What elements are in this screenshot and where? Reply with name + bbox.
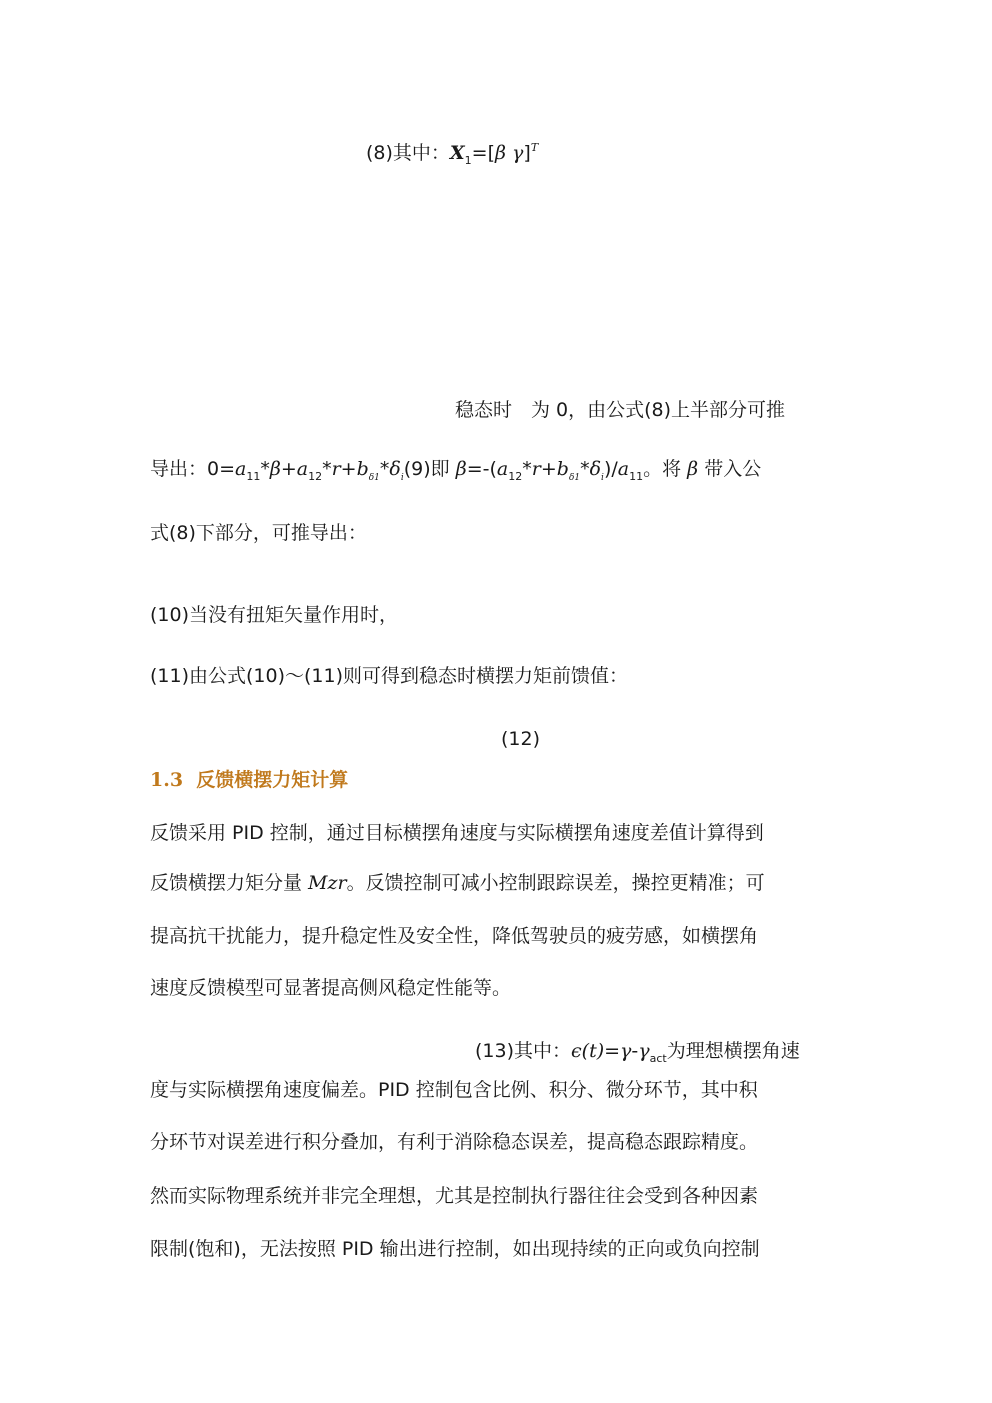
p3-line2: 度与实际横摆角速度偏差。PID 控制包含比例、积分、微分环节，其中积 bbox=[150, 1079, 758, 1101]
sym-b: b bbox=[556, 458, 569, 480]
p3-minus: - bbox=[631, 1040, 639, 1062]
sub-12: 12 bbox=[308, 470, 323, 483]
sub-delta1: δ1 bbox=[368, 473, 380, 483]
p3-eq: = bbox=[604, 1040, 621, 1062]
sym-star: * bbox=[580, 458, 590, 480]
sym-delta: δ bbox=[589, 458, 602, 480]
p3-line1-b: 为理想横摆角速 bbox=[666, 1040, 800, 1062]
sym-star: * bbox=[379, 458, 390, 480]
section-number: 1.3 bbox=[150, 769, 184, 791]
sym-star: * bbox=[522, 458, 532, 480]
sub-delta1: δ1 bbox=[568, 473, 581, 483]
eq8-sup: T bbox=[530, 141, 539, 154]
sym-plus: + bbox=[340, 458, 357, 480]
sym-plus: + bbox=[280, 458, 297, 480]
equation-8-label: (8)其中： bbox=[366, 142, 450, 164]
p1-line2-prefix: 导出：0= bbox=[150, 458, 236, 480]
eq8-close: ] bbox=[523, 142, 531, 164]
sym-a: a bbox=[617, 458, 630, 480]
p3-act: act bbox=[649, 1052, 667, 1065]
p2-line2-b: 。反馈控制可减小控制跟踪误差，操控更精准；可 bbox=[346, 872, 765, 894]
text-tail: 带入公 bbox=[704, 458, 762, 480]
sub-11: 11 bbox=[246, 470, 261, 483]
p2-line2 bbox=[150, 871, 765, 895]
sym-b: b bbox=[356, 458, 369, 480]
p3-gamma2: γ bbox=[638, 1040, 650, 1062]
sub-11: 11 bbox=[629, 470, 644, 483]
p3-gamma: γ bbox=[620, 1040, 632, 1062]
sym-beta: β bbox=[687, 458, 699, 480]
sym-a: a bbox=[296, 458, 309, 480]
section-heading bbox=[150, 768, 348, 792]
sym-star: * bbox=[322, 458, 332, 480]
sym-a: a bbox=[235, 458, 247, 480]
p1-line3: 式(8)下部分，可推导出： bbox=[150, 522, 367, 544]
eq8-var: X bbox=[449, 142, 465, 164]
section-title: 反馈横摆力矩计算 bbox=[196, 769, 349, 791]
p3-line1 bbox=[475, 1039, 800, 1071]
sym-plus: + bbox=[540, 458, 557, 480]
p1-line1: 稳态时 为 0，由公式(8)上半部分可推 bbox=[455, 399, 786, 421]
sub-12: 12 bbox=[508, 470, 523, 483]
eq9-text: (9)即 bbox=[403, 458, 450, 480]
sym-r: r bbox=[331, 458, 341, 480]
p2-line2-var: Mzr bbox=[308, 872, 347, 894]
text-jiang: 。将 bbox=[643, 458, 682, 480]
eq8-eq: =[ bbox=[471, 142, 496, 164]
p3-line5: 限制(饱和)，无法按照 PID 输出进行控制，如出现持续的正向或负向控制 bbox=[150, 1238, 760, 1260]
eq8-beta: β bbox=[495, 142, 506, 164]
eq8-var-sub: 1 bbox=[464, 154, 472, 167]
p3-line1-a: (13)其中： bbox=[475, 1040, 572, 1062]
p1-line2 bbox=[150, 457, 761, 490]
equation-11-line: (11)由公式(10)～(11)则可得到稳态时横摆力矩前馈值： bbox=[150, 665, 629, 687]
eq8-gamma: γ bbox=[512, 142, 524, 164]
sym-a: a bbox=[496, 458, 509, 480]
sub-i: i bbox=[601, 473, 604, 483]
p3-line3: 分环节对误差进行积分叠加，有利于消除稳态误差，提高稳态跟踪精度。 bbox=[150, 1131, 759, 1153]
p2-line4: 速度反馈模型可显著提高侧风稳定性能等。 bbox=[150, 977, 512, 999]
equation-8 bbox=[366, 136, 538, 173]
sym-star: * bbox=[260, 458, 270, 480]
sym-eq-neg: =-( bbox=[466, 458, 497, 480]
sub-i: i bbox=[400, 473, 404, 483]
sym-delta: δ bbox=[389, 458, 401, 480]
sym-beta: β bbox=[455, 458, 467, 480]
p2-line2-a: 反馈横摆力矩分量 bbox=[150, 872, 309, 894]
sym-beta: β bbox=[269, 458, 281, 480]
sym-r: r bbox=[531, 458, 541, 480]
p3-eps: ϵ(t) bbox=[571, 1040, 605, 1062]
p2-line1: 反馈采用 PID 控制，通过目标横摆角速度与实际横摆角速度差值计算得到 bbox=[150, 822, 764, 844]
p2-line3: 提高抗干扰能力，提升稳定性及安全性，降低驾驶员的疲劳感，如横摆角 bbox=[150, 925, 759, 947]
equation-10-line: (10)当没有扭矩矢量作用时， bbox=[150, 604, 399, 626]
p3-line4: 然而实际物理系统并非完全理想，尤其是控制执行器往往会受到各种因素 bbox=[150, 1185, 759, 1207]
equation-12-label: (12) bbox=[501, 728, 541, 750]
sym-close-div: )/ bbox=[603, 458, 618, 480]
